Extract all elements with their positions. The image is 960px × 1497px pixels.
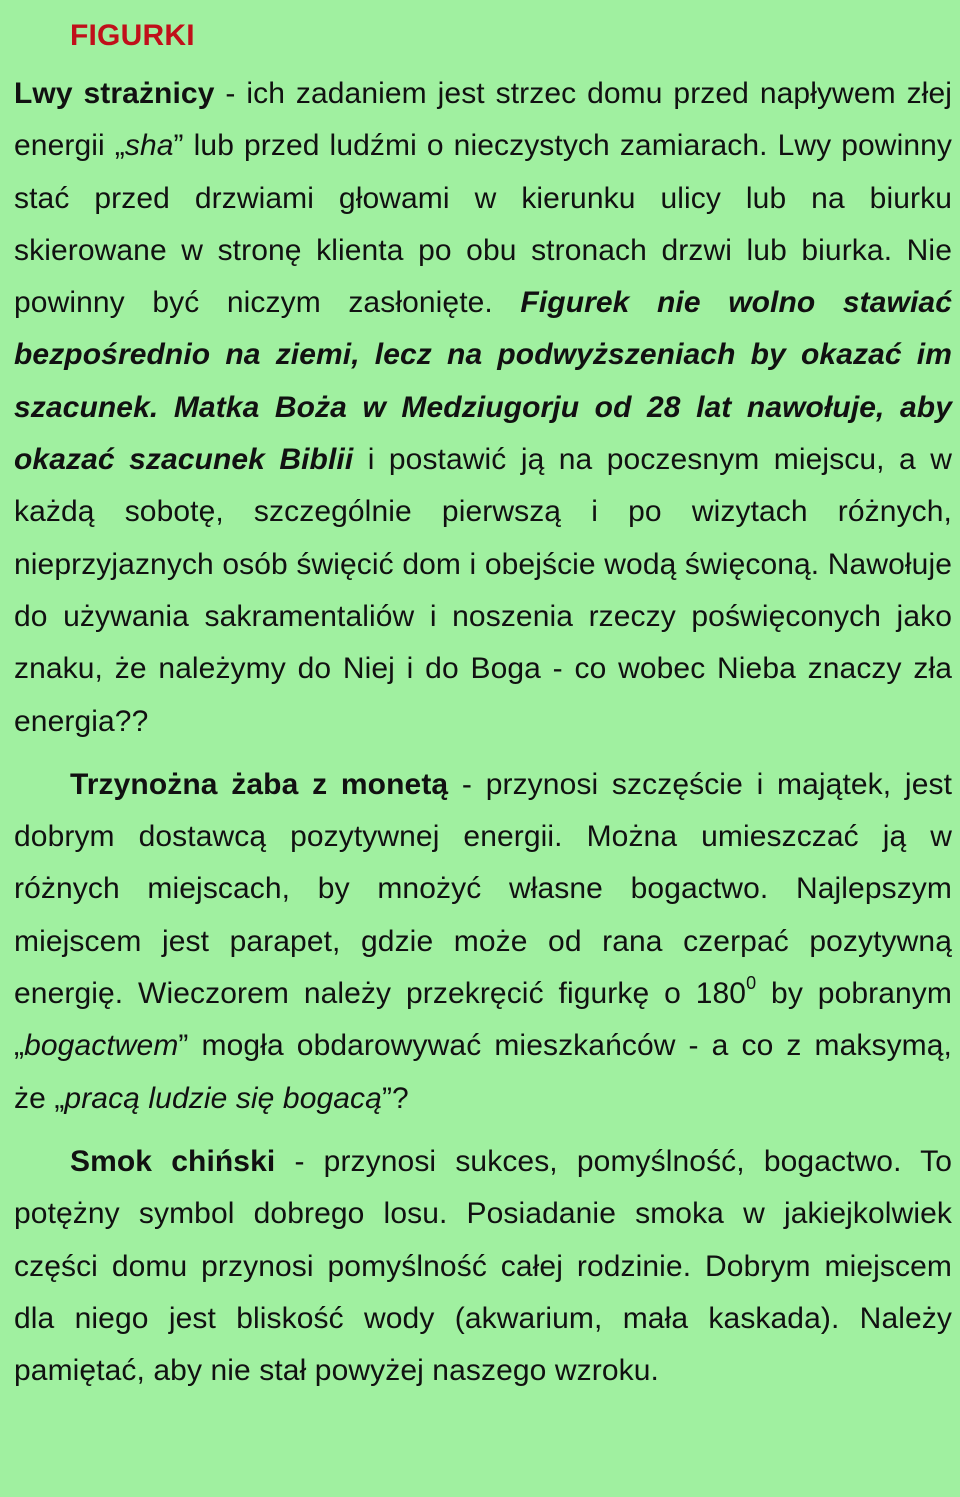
lions-sha: sha — [124, 129, 174, 163]
paragraph-frog — [14, 759, 952, 1125]
frog-text-2: by pobranym „ — [14, 977, 952, 1063]
lions-text-1: - ich zadaniem jest strzec domu przed napływem złej energii „ — [14, 77, 952, 163]
term-frog: Trzynożna żaba z monetą — [70, 767, 449, 801]
lions-text-3: i postawić ją na poczesnym miejscu, a w każdą sobotę, szczególnie pierwszą i po wizytach różnych, nieprzyjaznych osób święcić dom i obejście wodą święconą. Nawołuje do używania sakramentaliów i noszenia rzeczy poświęconych jako znaku, że należymy do Niej i do Boga - co wobec Nieba znaczy zła energia?? — [14, 443, 952, 738]
frog-maxim: pracą ludzie się bogacą — [64, 1081, 382, 1115]
lions-emphasis: Figurek nie wolno stawiać bezpośrednio na ziemi, lecz na podwyższeniach by okazać im szacunek. Matka Boża w Medziugorju od 28 lat nawołuje, aby okazać szacunek Biblii — [14, 286, 952, 477]
degree-superscript: 0 — [746, 973, 757, 994]
term-dragon: Smok chiński — [70, 1144, 276, 1178]
dragon-text-1: - przynosi sukces, pomyślność, bogactwo. To potężny symbol dobrego losu. Posiadanie smoka w jakiejkolwiek części domu przynosi pomyślność całej rodzinie. Dobrym miejscem dla niego jest bliskość wody (akwarium, mała kaskada). Należy pamiętać, aby nie stał powyżej naszego wzroku. — [14, 1144, 952, 1388]
frog-text-1: - przynosi szczęście i majątek, jest dobrym dostawcą pozytywnej energii. Można umieszczać ją w różnych miejscach, by mnożyć własne bogactwo. Najlepszym miejscem jest parapet, gdzie może od rana czerpać pozytywną energię. Wieczorem należy przekręcić figurkę o 180 — [14, 767, 953, 1011]
frog-text-4: ”? — [381, 1081, 409, 1115]
page-title: FIGURKI — [70, 19, 195, 52]
lions-text-2: ” lub przed ludźmi o nieczystych zamiarach. Lwy powinny stać przed drzwiami głowami w kierunku ulicy lub na biurku skierowane w stronę klienta po obu stronach drzwi lub biurka. Nie powinny być niczym zasłonięte. — [14, 129, 952, 320]
term-lions: Lwy strażnicy — [14, 77, 215, 110]
frog-text-3: ” mogła obdarowywać mieszkańców - a co z maksymą, że „ — [14, 1029, 952, 1115]
frog-bogactwem: bogactwem — [24, 1029, 179, 1063]
paragraph-lions — [14, 68, 952, 748]
paragraph-dragon — [14, 1136, 952, 1397]
